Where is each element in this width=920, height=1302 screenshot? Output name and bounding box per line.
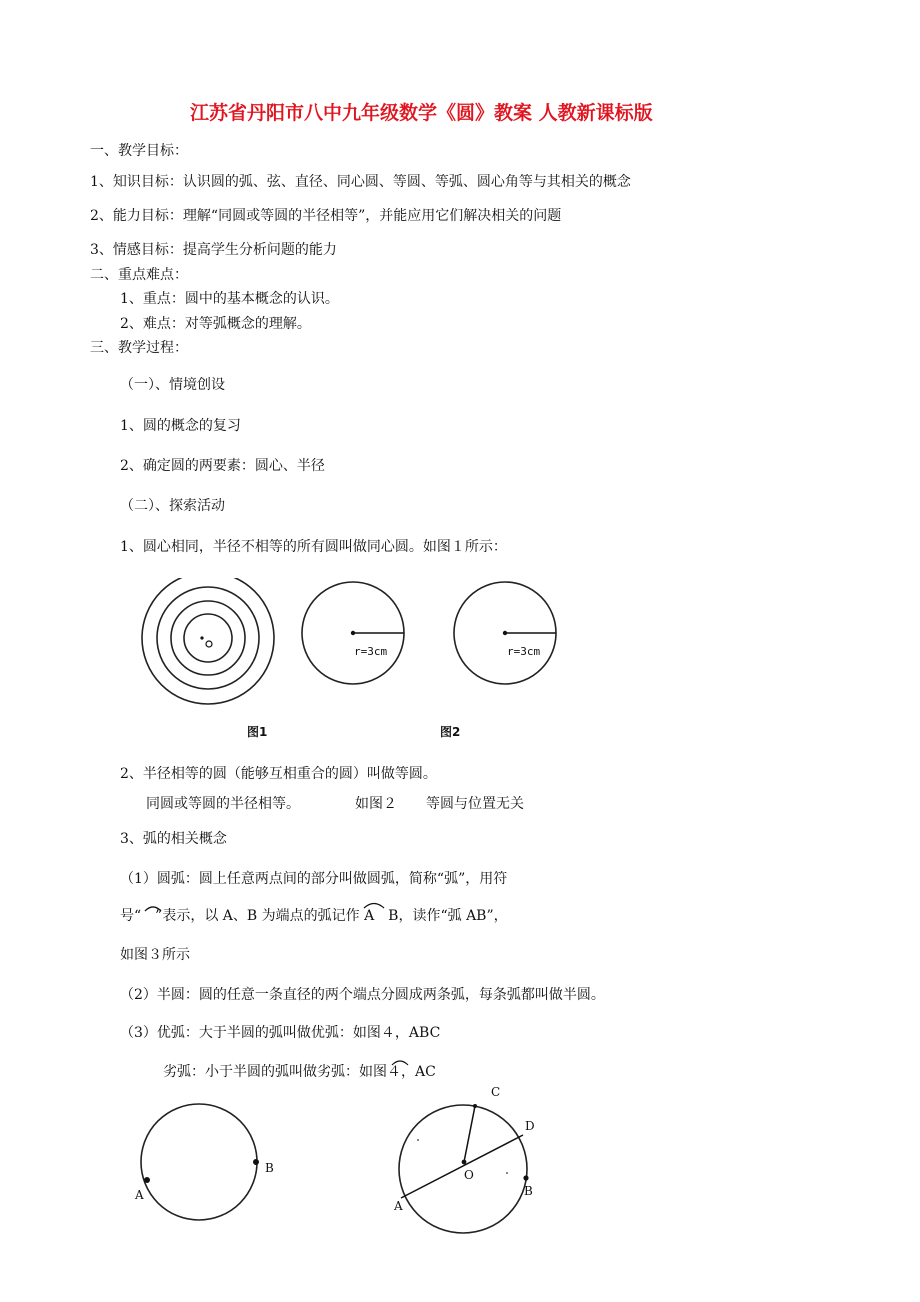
arc-concepts-heading: 3、弧的相关概念 <box>120 831 227 847</box>
equal-circle-2 <box>454 582 556 684</box>
part-explore: （二）、探索活动 <box>120 498 225 514</box>
arc-symbol-icon <box>143 903 163 913</box>
step-elements: 2、确定圆的两要素：圆心、半径 <box>120 458 325 474</box>
major-arc-definition: （3）优弧：大于半圆的弧叫做优弧：如图４，ABC <box>120 1025 441 1041</box>
fig4-label-a: A <box>394 1199 403 1213</box>
see-figure-2: 如图２ <box>355 796 397 812</box>
goal-knowledge: 1、知识目标：认识圆的弧、弦、直径、同心圆、等圆、等弧、圆心角等与其相关的概念 <box>90 174 631 190</box>
step-review: 1、圆的概念的复习 <box>120 418 241 434</box>
figure-circles <box>130 578 570 718</box>
key-heading: 二、重点难点： <box>90 267 188 283</box>
goal-emotion: 3、情感目标：提高学生分析问题的能力 <box>90 242 337 258</box>
arc-notation: 号“ ”表示，以 A、B 为端点的弧记作 A B，读作“弧 AB”， <box>120 908 508 924</box>
goal-ability: 2、能力目标：理解“同圆或等圆的半径相等”，并能应用它们解决相关的问题 <box>90 208 562 224</box>
process-heading: 三、教学过程： <box>90 340 188 356</box>
fig4-label-d: D <box>525 1119 535 1133</box>
radius-label-2: r=3cm <box>507 645 541 658</box>
semicircle-definition: （2）半圆：圆的任意一条直径的两个端点分圆成两条弧，每条弧都叫做半圆。 <box>120 987 605 1003</box>
radius-label-1: r=3cm <box>354 645 388 658</box>
figure-arcs <box>130 1090 550 1240</box>
figure-2-caption: 图2 <box>440 725 461 739</box>
concentric-circles <box>142 578 274 704</box>
fig4-label-c: C <box>491 1085 501 1099</box>
page-title: 江苏省丹阳市八中九年级数学《圆》教案 人教新课标版 <box>190 102 653 124</box>
equal-circle-1 <box>302 582 404 684</box>
arc-definition: （1）圆弧：圆上任意两点间的部分叫做圆弧，简称“弧”，用符 <box>120 871 508 887</box>
see-figure-3: 如图３所示 <box>120 947 190 963</box>
key-point: 1、重点：圆中的基本概念的认识。 <box>120 291 339 307</box>
goals-heading: 一、教学目标： <box>90 143 188 159</box>
part-situation: （一）、情境创设 <box>120 377 225 393</box>
fig4-label-b: B <box>524 1184 533 1198</box>
position-note: 等圆与位置无关 <box>426 796 524 812</box>
fig4-label-o: O <box>464 1168 474 1182</box>
arc-ac-mark-icon <box>390 1057 410 1066</box>
concentric-definition: 1、圆心相同，半径不相等的所有圆叫做同心圆。如图１所示： <box>120 539 507 555</box>
difficult-point: 2、难点：对等弧概念的理解。 <box>120 316 311 332</box>
equal-radius-note: 同圆或等圆的半径相等。 <box>146 796 300 812</box>
arc-ab-mark-icon <box>362 899 386 909</box>
figure-1-caption: 图1 <box>247 725 268 739</box>
figure-3-circle <box>141 1104 259 1220</box>
fig3-label-a: A <box>135 1188 144 1202</box>
equal-circle-definition: 2、半径相等的圆（能够互相重合的圆）叫做等圆。 <box>120 766 437 782</box>
fig3-label-b: B <box>265 1161 274 1175</box>
minor-arc-definition: 劣弧：小于半圆的弧叫做劣弧：如图４，AC <box>163 1064 436 1080</box>
